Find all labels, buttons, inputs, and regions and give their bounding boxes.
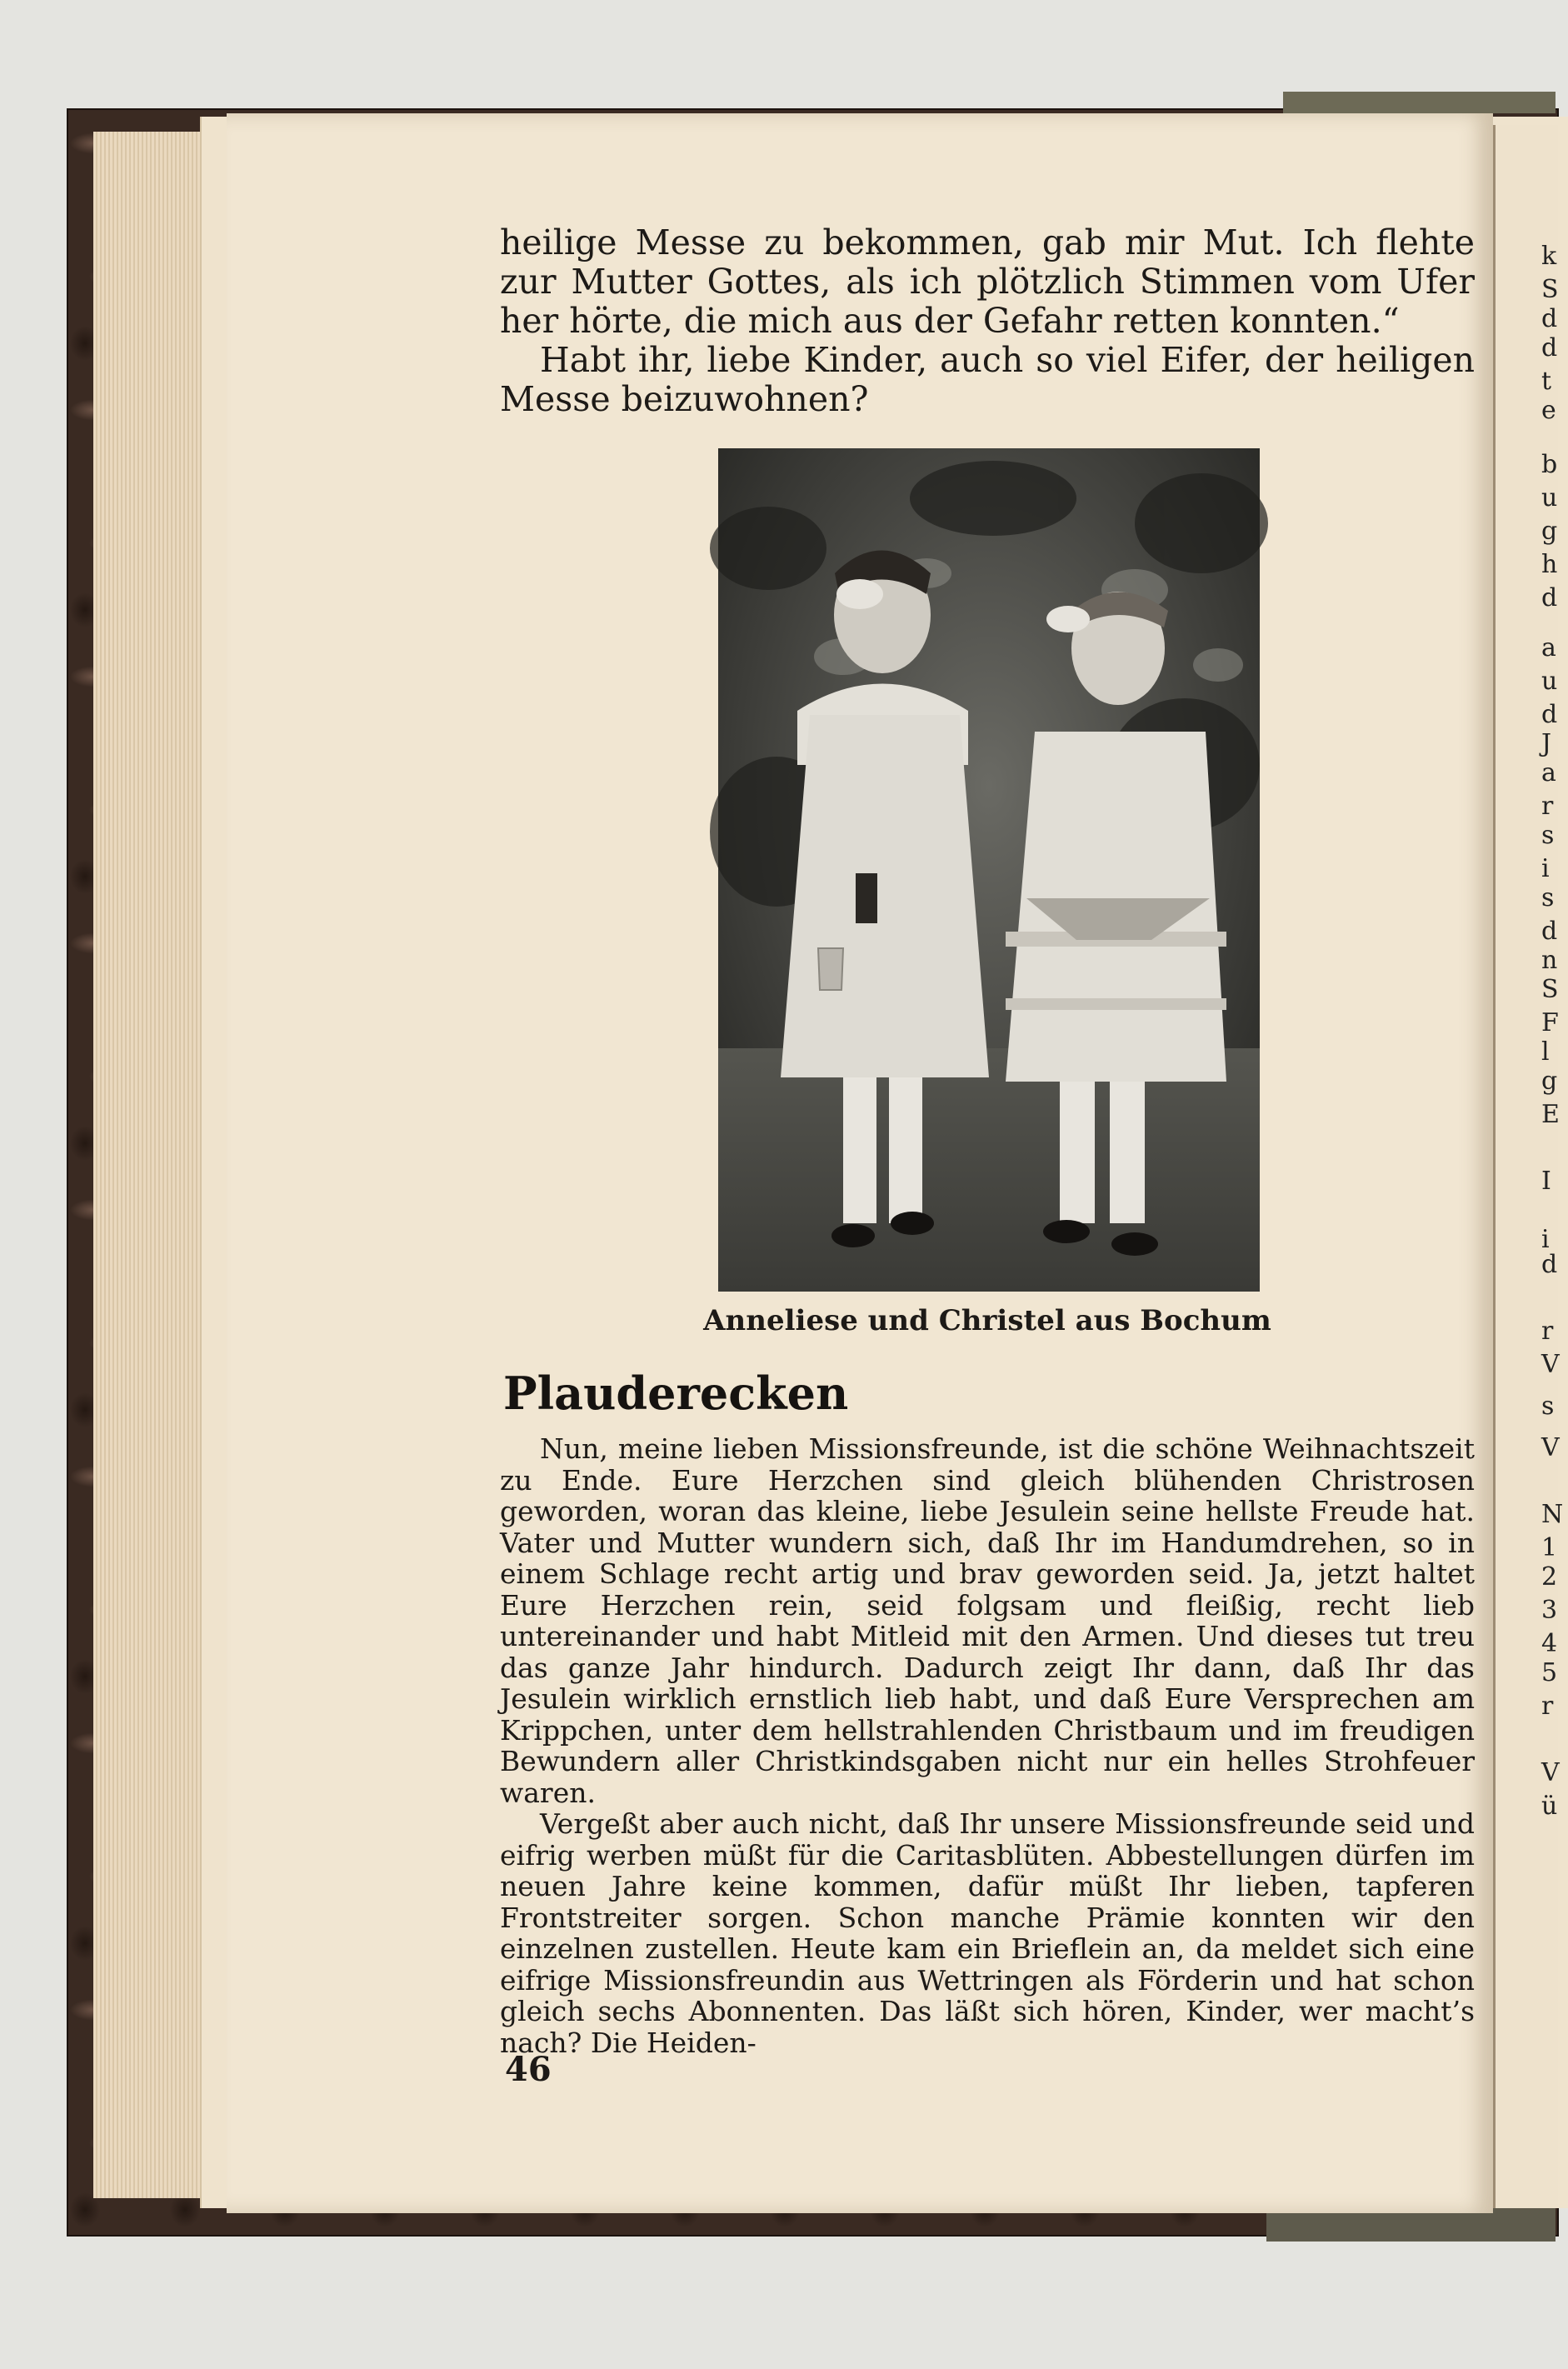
next-page-glyph: V — [1541, 1758, 1560, 1787]
next-page-glyph: g — [1541, 517, 1558, 546]
next-page-glyph: s — [1541, 883, 1555, 912]
next-page-glyph: d — [1541, 917, 1558, 946]
next-page-glyph: d — [1541, 583, 1558, 612]
next-page-glyph: s — [1541, 1392, 1555, 1421]
next-page-glyph: u — [1541, 667, 1558, 696]
next-page-glyph: F — [1541, 1008, 1559, 1037]
next-page-glyph: 4 — [1541, 1629, 1558, 1658]
next-page-glyph: i — [1541, 854, 1550, 883]
next-page-glyph: S — [1541, 975, 1559, 1004]
next-page-glyph: l — [1541, 1037, 1550, 1067]
top-paragraph: Habt ihr, liebe Kinder, auch so viel Eifer, der heiligen Messe beizuwohnen? — [500, 340, 1475, 419]
next-page-glyph: V — [1541, 1433, 1560, 1462]
next-page-glyph: r — [1541, 1317, 1554, 1346]
next-page-glyph: N — [1541, 1500, 1564, 1529]
next-page-glyph: k — [1541, 242, 1557, 271]
next-page-glyph: J — [1541, 729, 1552, 758]
photo-caption: Anneliese und Christel aus Bochum — [703, 1304, 1271, 1337]
next-page-glyph: 3 — [1541, 1596, 1558, 1625]
next-page-glyph: g — [1541, 1067, 1558, 1096]
section-heading: Plauderecken — [503, 1367, 849, 1420]
next-page-glyph: u — [1541, 483, 1558, 512]
next-page-glyph: a — [1541, 633, 1556, 662]
next-page-glyph: i — [1541, 1225, 1550, 1254]
next-page-glyph: d — [1541, 304, 1558, 333]
next-page-glyph: n — [1541, 946, 1558, 975]
next-page-glyph: E — [1541, 1100, 1560, 1129]
next-page-glyph: d — [1541, 333, 1558, 362]
body-paragraph: Nun, meine lieben Missionsfreunde, ist die schöne Weihnachtszeit zu Ende. Eure Herzchen sind gleich blühenden Christrosen geworden, woran das kleine, liebe Jesulein seine hellste Freude hat. Vater und Mutter wundern sich, daß Ihr im Handumdrehen, so in einem Schlage recht artig und brav geworden seid. Ja, jetzt haltet Eure Herzchen rein, seid folgsam und fleißig, recht lieb untereinander und habt Mitleid mit den Armen. Und dieses tut treu das ganze Jahr hindurch. Dadurch zeigt Ihr dann, daß Ihr das Jesulein wirklich ernstlich lieb habt, und daß Eure Versprechen am Krippchen, unter dem hellstrahlenden Christbaum und im freudigen Bewundern aller Christkindsgaben nicht nur ein helles Strohfeuer waren. — [500, 1432, 1475, 1809]
book-spine-cloth — [1283, 92, 1556, 113]
next-page-glyph: ü — [1541, 1792, 1558, 1821]
page-number: 46 — [505, 2050, 552, 2089]
next-page-glyph: r — [1541, 792, 1554, 821]
next-page-glyph: 1 — [1541, 1533, 1558, 1562]
next-page-glyph: 2 — [1541, 1562, 1558, 1592]
next-page-glyph: I — [1541, 1167, 1551, 1196]
next-page-glyph: e — [1541, 396, 1556, 425]
book-spine-cloth-bottom — [1266, 2208, 1556, 2242]
body-text-block — [500, 1433, 1475, 2058]
next-page-glyph: 5 — [1541, 1658, 1558, 1687]
next-page-glyph: a — [1541, 758, 1556, 787]
top-text-block — [500, 223, 1475, 419]
next-page-glyph: S — [1541, 275, 1559, 304]
next-page-glyph: r — [1541, 1692, 1554, 1721]
next-page-glyph: h — [1541, 550, 1558, 579]
next-page-glyph: V — [1541, 1350, 1560, 1379]
next-page-glyph: t — [1541, 367, 1552, 396]
next-page-glyph: d — [1541, 1250, 1558, 1279]
next-page-glyph: d — [1541, 700, 1558, 729]
photo-two-girls — [718, 448, 1260, 1292]
photo-illustration — [718, 448, 1260, 1292]
next-page-glyph: b — [1541, 450, 1558, 479]
body-paragraph: Vergeßt aber auch nicht, daß Ihr unsere Missionsfreunde seid und eifrig werben müßt für die Caritasblüten. Abbestellungen dürfen im neuen Jahre keine kommen, dafür müßt Ihr lieben, tapferen Frontstreiter sorgen. Schon manche Prämie konnten wir den einzelnen zustellen. Heute kam ein Brieflein an, da meldet sich eine eifrige Missionsfreundin aus Wettringen als Förderin und hat schon gleich sechs Abonnenten. Das läßt sich hören, Kinder, wer macht’s nach? Die Heiden- — [500, 1807, 1475, 2059]
next-page-glyph: s — [1541, 821, 1555, 850]
top-paragraph: heilige Messe zu bekommen, gab mir Mut. Ich flehte zur Mutter Gottes, als ich plötzlich Stimmen vom Ufer her hörte, die mich aus der Gefahr retten konnten.“ — [500, 222, 1475, 341]
